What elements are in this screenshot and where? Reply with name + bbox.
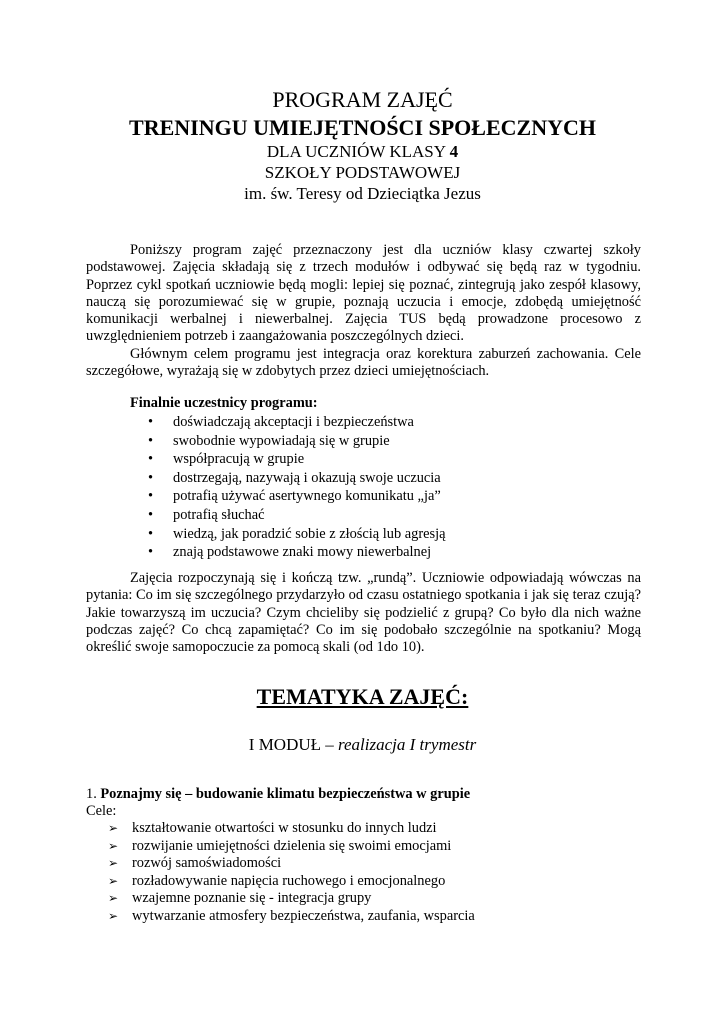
goals-list	[108, 820, 475, 926]
title-line-patron: im. św. Teresy od Dzieciątka Jezus	[244, 184, 481, 203]
list-item-text: wytwarzanie atmosfery bezpieczeństwa, zaufania, wsparcia	[132, 907, 475, 924]
list-item-text: potrafią używać asertywnego komunikatu „ja”	[173, 488, 441, 505]
topics-heading: TEMATYKA ZAJĘĆ:	[256, 684, 469, 709]
document-title-block	[0, 86, 725, 204]
list-item	[148, 506, 446, 525]
list-item-text: współpracują w grupie	[173, 451, 305, 468]
arrow-bullet-icon: ➢	[108, 908, 119, 923]
title-line-class	[0, 141, 725, 162]
module-heading	[0, 735, 725, 755]
arrow-bullet-icon: ➢	[108, 856, 119, 871]
list-item	[108, 908, 475, 926]
list-item	[108, 820, 475, 838]
list-item	[148, 525, 446, 544]
bullet-icon: •	[148, 414, 154, 430]
list-item	[148, 469, 446, 488]
title-line-training: TRENINGU UMIEJĘTNOŚCI SPOŁECZNYCH	[129, 115, 596, 140]
lesson-title-text: Poznajmy się – budowanie klimatu bezpieczeństwa w grupie	[100, 786, 471, 802]
class-prefix: DLA UCZNIÓW KLASY	[266, 142, 450, 161]
list-item	[148, 432, 446, 451]
list-item-text: doświadczają akceptacji i bezpieczeństwa	[173, 414, 414, 430]
arrow-bullet-icon: ➢	[108, 821, 119, 835]
list-item-text: wiedzą, jak poradzić sobie z złością lub agresją	[173, 525, 446, 542]
list-item	[148, 413, 446, 432]
list-item	[148, 450, 446, 469]
module-term: realizacja I trymestr	[338, 735, 477, 754]
participants-list	[148, 413, 446, 562]
list-item-text: swobodnie wypowiadają się w grupie	[173, 432, 390, 449]
module-dash: –	[321, 735, 339, 754]
list-item-text: kształtowanie otwartości w stosunku do innych ludzi	[132, 820, 437, 836]
list-item-text: wzajemne poznanie się - integracja grupy	[132, 890, 372, 907]
arrow-bullet-icon: ➢	[108, 838, 119, 853]
list-item-text: rozładowywanie napięcia ruchowego i emocjonalnego	[132, 872, 446, 889]
list-item	[108, 890, 475, 908]
list-item-text: znają podstawowe znaki mowy niewerbalnej	[173, 544, 432, 561]
list-item-text: rozwijanie umiejętności dzielenia się swoimi emocjami	[132, 837, 452, 854]
list-item	[148, 487, 446, 506]
bullet-icon: •	[148, 506, 154, 523]
lesson-title	[86, 786, 470, 803]
intro-paragraph-1: Poniższy program zajęć przeznaczony jest dla uczniów klasy czwartej szkoły podstawowej. Zajęcia składają się z trzech modułów i odbywać się będą raz w tygodniu. Poprzez cykl spotkań uczniowie będą mogli: lepiej się poznać, zintegrują jako zespół klasowy, nauczą się porozumiewać się w grupie, poznają uczucia i emocje, zdobędą umiejętność komunikacji werbalnej i niewerbalnej. Zajęcia TUS będą prowadzone procesowo z uwzględnieniem potrzeb i zaangażowania poszczególnych dzieci.	[86, 242, 641, 345]
list-item	[108, 838, 475, 856]
participants-heading: Finalnie uczestnicy programu:	[130, 395, 318, 411]
arrow-bullet-icon: ➢	[108, 873, 119, 888]
arrow-bullet-icon: ➢	[108, 891, 119, 906]
list-item	[148, 543, 446, 562]
lesson-number: 1.	[86, 786, 101, 802]
rounds-section	[86, 570, 641, 656]
list-item	[108, 855, 475, 873]
list-item-text: rozwój samoświadomości	[132, 855, 282, 872]
bullet-icon: •	[148, 451, 154, 468]
bullet-icon: •	[148, 432, 154, 449]
list-item-text: potrafią słuchać	[173, 506, 265, 523]
goals-label: Cele:	[86, 803, 117, 819]
class-number: 4	[449, 142, 459, 161]
title-line-school: SZKOŁY PODSTAWOWEJ	[264, 163, 461, 182]
list-item-text: dostrzegają, nazywają i okazują swoje uczucia	[173, 469, 441, 486]
bullet-icon: •	[148, 469, 154, 486]
title-line-program: PROGRAM ZAJĘĆ	[272, 87, 453, 112]
bullet-icon: •	[148, 544, 154, 561]
module-label: I MODUŁ	[248, 735, 322, 754]
bullet-icon: •	[148, 488, 154, 505]
intro-paragraph-2: Głównym celem programu jest integracja oraz korektura zaburzeń zachowania. Cele szczegółowe, wyrażają się w zdobytych przez dzieci umiejętnościach.	[86, 345, 641, 380]
bullet-icon: •	[148, 525, 154, 542]
list-item	[108, 873, 475, 891]
intro-section	[86, 242, 641, 380]
rounds-paragraph: Zajęcia rozpoczynają się i kończą tzw. „rundą”. Uczniowie odpowiadają wówczas na pytania: Co im się szczególnego przydarzyło od czasu ostatniego spotkania i jak się teraz czują? Jakie towarzyszą im uczucia? Czym chcieliby się podzielić z grupą? Co było dla nich ważne podczas zajęć? Co chcą zapamiętać? Co im się podobało szczególnie na spotkaniu? Mogą określić swoje samopoczucie za pomocą skali (od 1do 10).	[86, 570, 641, 656]
